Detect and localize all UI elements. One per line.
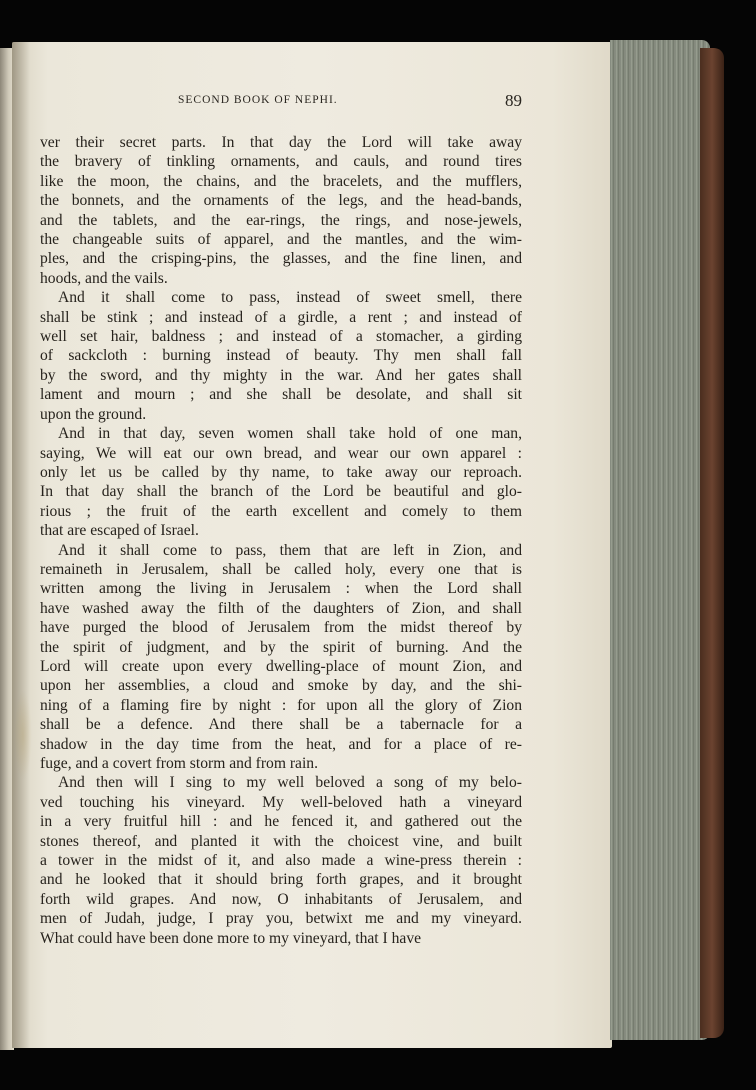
- text-line: have purged the blood of Jerusalem from the midst thereof by: [40, 619, 522, 637]
- gutter-shadow: [12, 42, 30, 1048]
- text-line: only let us be called by thy name, to take away our reproach.: [40, 463, 522, 481]
- running-head: SECOND BOOK OF NEPHI.: [178, 94, 338, 106]
- text-line: shadow in the day time from the heat, and for a place of re-: [40, 735, 522, 753]
- text-line: upon the ground.: [40, 405, 147, 423]
- text-line: ning of a flaming fire by night : for upon all the glory of Zion: [40, 696, 522, 714]
- text-line: saying, We will eat our own bread, and wear our own apparel :: [40, 444, 522, 462]
- text-line: lament and mourn ; and she shall be desolate, and shall sit: [40, 386, 522, 404]
- text-line: And it shall come to pass, them that are left in Zion, and: [58, 541, 522, 559]
- text-line: ver their secret parts. In that day the Lord will take away: [40, 134, 522, 151]
- text-line: the changeable suits of apparel, and the mantles, and the wim-: [40, 231, 522, 249]
- text-line: by the sword, and thy mighty in the war. And her gates shall: [40, 366, 522, 384]
- text-line: And in that day, seven women shall take hold of one man,: [58, 425, 522, 443]
- text-line: in a very fruitful hill : and he fenced it, and gathered out the: [40, 813, 522, 831]
- page-body-text: [40, 133, 522, 948]
- text-line: stones thereof, and planted it with the choicest vine, and built: [40, 832, 522, 850]
- page-stain: [14, 690, 32, 780]
- text-line: And it shall come to pass, instead of sweet smell, there: [58, 289, 522, 307]
- page-number: 89: [505, 91, 522, 110]
- text-line: that are escaped of Israel.: [40, 522, 199, 540]
- text-line: upon her assemblies, a cloud and smoke by day, and the shi-: [40, 677, 522, 695]
- text-line: have washed away the filth of the daughters of Zion, and shall: [40, 599, 522, 617]
- text-line: the bravery of tinkling ornaments, and cauls, and round tires: [40, 153, 522, 171]
- text-line: In that day shall the branch of the Lord be beautiful and glo-: [40, 483, 522, 501]
- text-line: fuge, and a covert from storm and from rain.: [40, 755, 318, 772]
- paragraph: [40, 133, 522, 288]
- text-line: remaineth in Jerusalem, shall be called holy, every one that is: [40, 560, 522, 578]
- text-line: like the moon, the chains, and the bracelets, and the mufflers,: [40, 172, 522, 190]
- paragraph: [40, 541, 522, 774]
- text-line: shall be a defence. And there shall be a tabernacle for a: [40, 716, 522, 734]
- book-cover: [700, 48, 724, 1038]
- text-line: well set hair, baldness ; and instead of a stomacher, a girding: [40, 328, 522, 346]
- text-line: What could have been done more to my vineyard, that I have: [40, 929, 422, 947]
- text-line: shall be stink ; and instead of a girdle, a rent ; and instead of: [40, 308, 522, 326]
- paragraph: [40, 773, 522, 948]
- page-block-edges: [610, 40, 710, 1040]
- text-line: men of Judah, judge, I pray you, betwixt me and my vineyard.: [40, 910, 522, 928]
- text-line: ved touching his vineyard. My well-beloved hath a vineyard: [40, 793, 522, 811]
- text-line: Lord will create upon every dwelling-place of mount Zion, and: [40, 657, 522, 675]
- text-line: rious ; the fruit of the earth excellent and comely to them: [40, 502, 522, 520]
- text-line: a tower in the midst of it, and also made a wine-press therein :: [40, 852, 522, 870]
- text-line: the bonnets, and the ornaments of the legs, and the head-bands,: [40, 192, 522, 210]
- text-line: hoods, and the vails.: [40, 269, 168, 287]
- text-line: the spirit of judgment, and by the spirit of burning. And the: [40, 638, 522, 656]
- text-line: and he looked that it should bring forth grapes, and it brought: [40, 871, 522, 889]
- page-header: [40, 91, 522, 113]
- text-line: and the tablets, and the ear-rings, the rings, and nose-jewels,: [40, 211, 522, 229]
- paragraph: [40, 424, 522, 540]
- text-line: forth wild grapes. And now, O inhabitants of Jerusalem, and: [40, 890, 522, 908]
- text-line: And then will I sing to my well beloved a song of my belo-: [58, 774, 522, 792]
- paragraph: [40, 288, 522, 424]
- text-line: ples, and the crisping-pins, the glasses, and the fine linen, and: [40, 250, 522, 268]
- text-line: of sackcloth : burning instead of beauty. Thy men shall fall: [40, 347, 522, 365]
- text-line: written among the living in Jerusalem : when the Lord shall: [40, 580, 522, 598]
